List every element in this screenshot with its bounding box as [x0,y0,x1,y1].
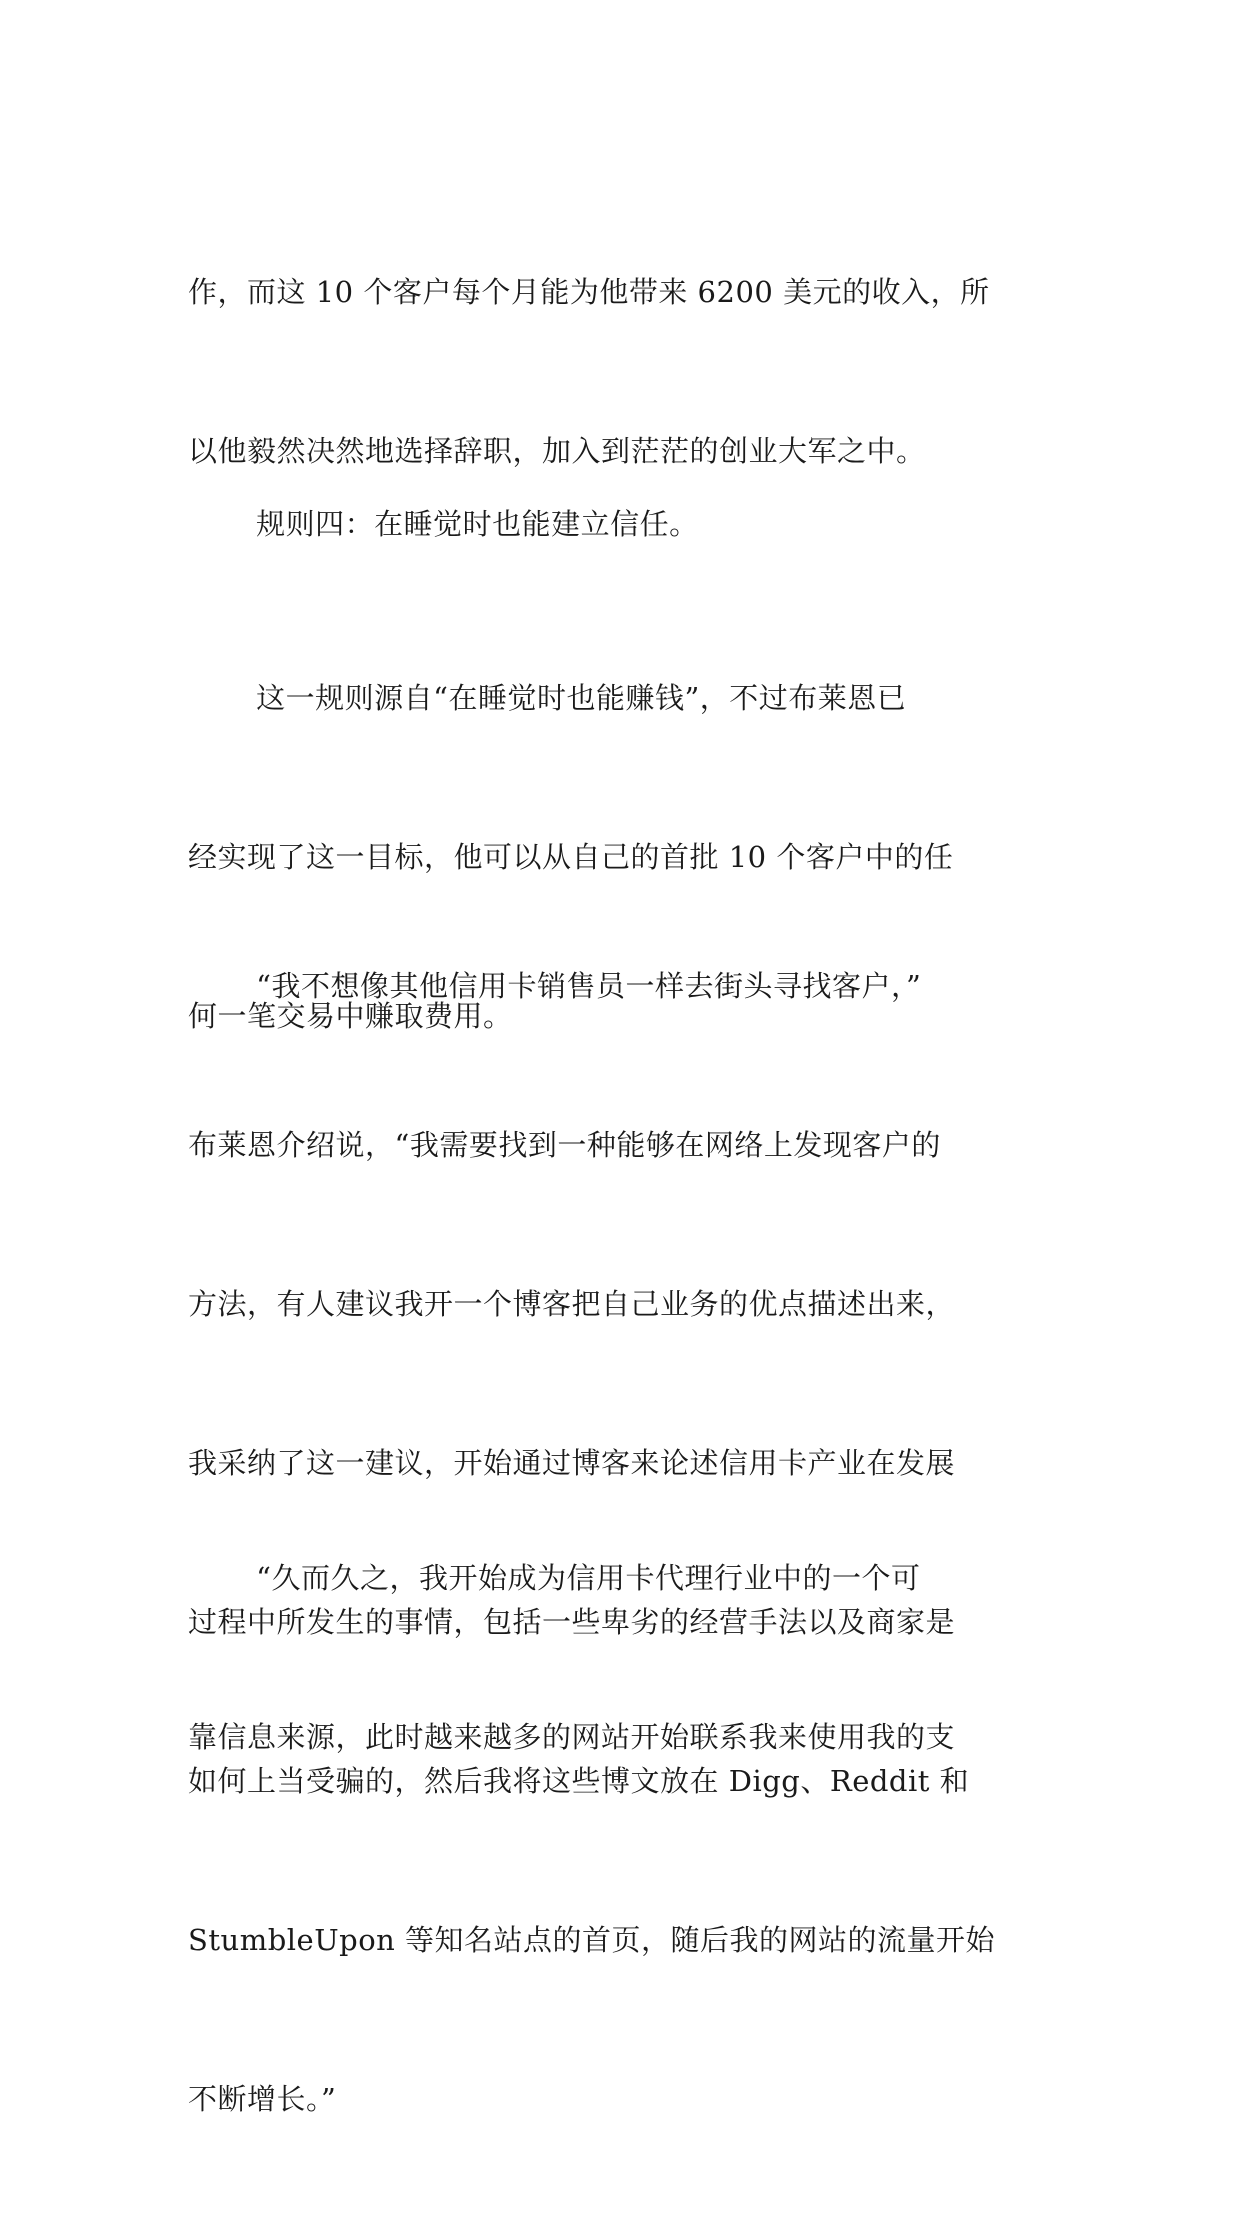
text-line: 如何上当受骗的，然后我将这些博文放在 Digg、Reddit 和 [188,1764,970,1798]
text-line: 不断增长。” [188,2082,337,2116]
text-line: “我不想像其他信用卡销售员一样去街头寻找客户，” [256,969,922,1003]
text-line: 以他毅然决然地选择辞职，加入到茫茫的创业大军之中。 [188,434,926,468]
text-line: 何一笔交易中赚取费用。 [188,999,513,1033]
text-line: 经实现了这一目标，他可以从自己的首批 10 个客户中的任 [188,840,954,874]
text-line: 布莱恩介绍说，“我需要找到一种能够在网络上发现客户的 [188,1128,941,1162]
text-line: 靠信息来源，此时越来越多的网站开始联系我来使用我的支 [188,1720,956,1754]
text-line: 方法，有人建议我开一个博客把自己业务的优点描述出来， [188,1287,956,1321]
text-line: “久而久之，我开始成为信用卡代理行业中的一个可 [256,1561,921,1595]
text-line: 我采纳了这一建议，开始通过博客来论述信用卡产业在发展 [188,1446,956,1480]
text-line: 过程中所发生的事情，包括一些卑劣的经营手法以及商家是 [188,1605,956,1639]
text-line: 规则四：在睡觉时也能建立信任。 [256,507,699,541]
text-line: 作，而这 10 个客户每个月能为他带来 6200 美元的收入，所 [188,275,990,309]
text-line: 这一规则源自“在睡觉时也能赚钱”，不过布莱恩已 [256,681,907,715]
text-line: StumbleUpon 等知名站点的首页，随后我的网站的流量开始 [188,1923,996,1957]
paragraph [188,1446,1053,1870]
